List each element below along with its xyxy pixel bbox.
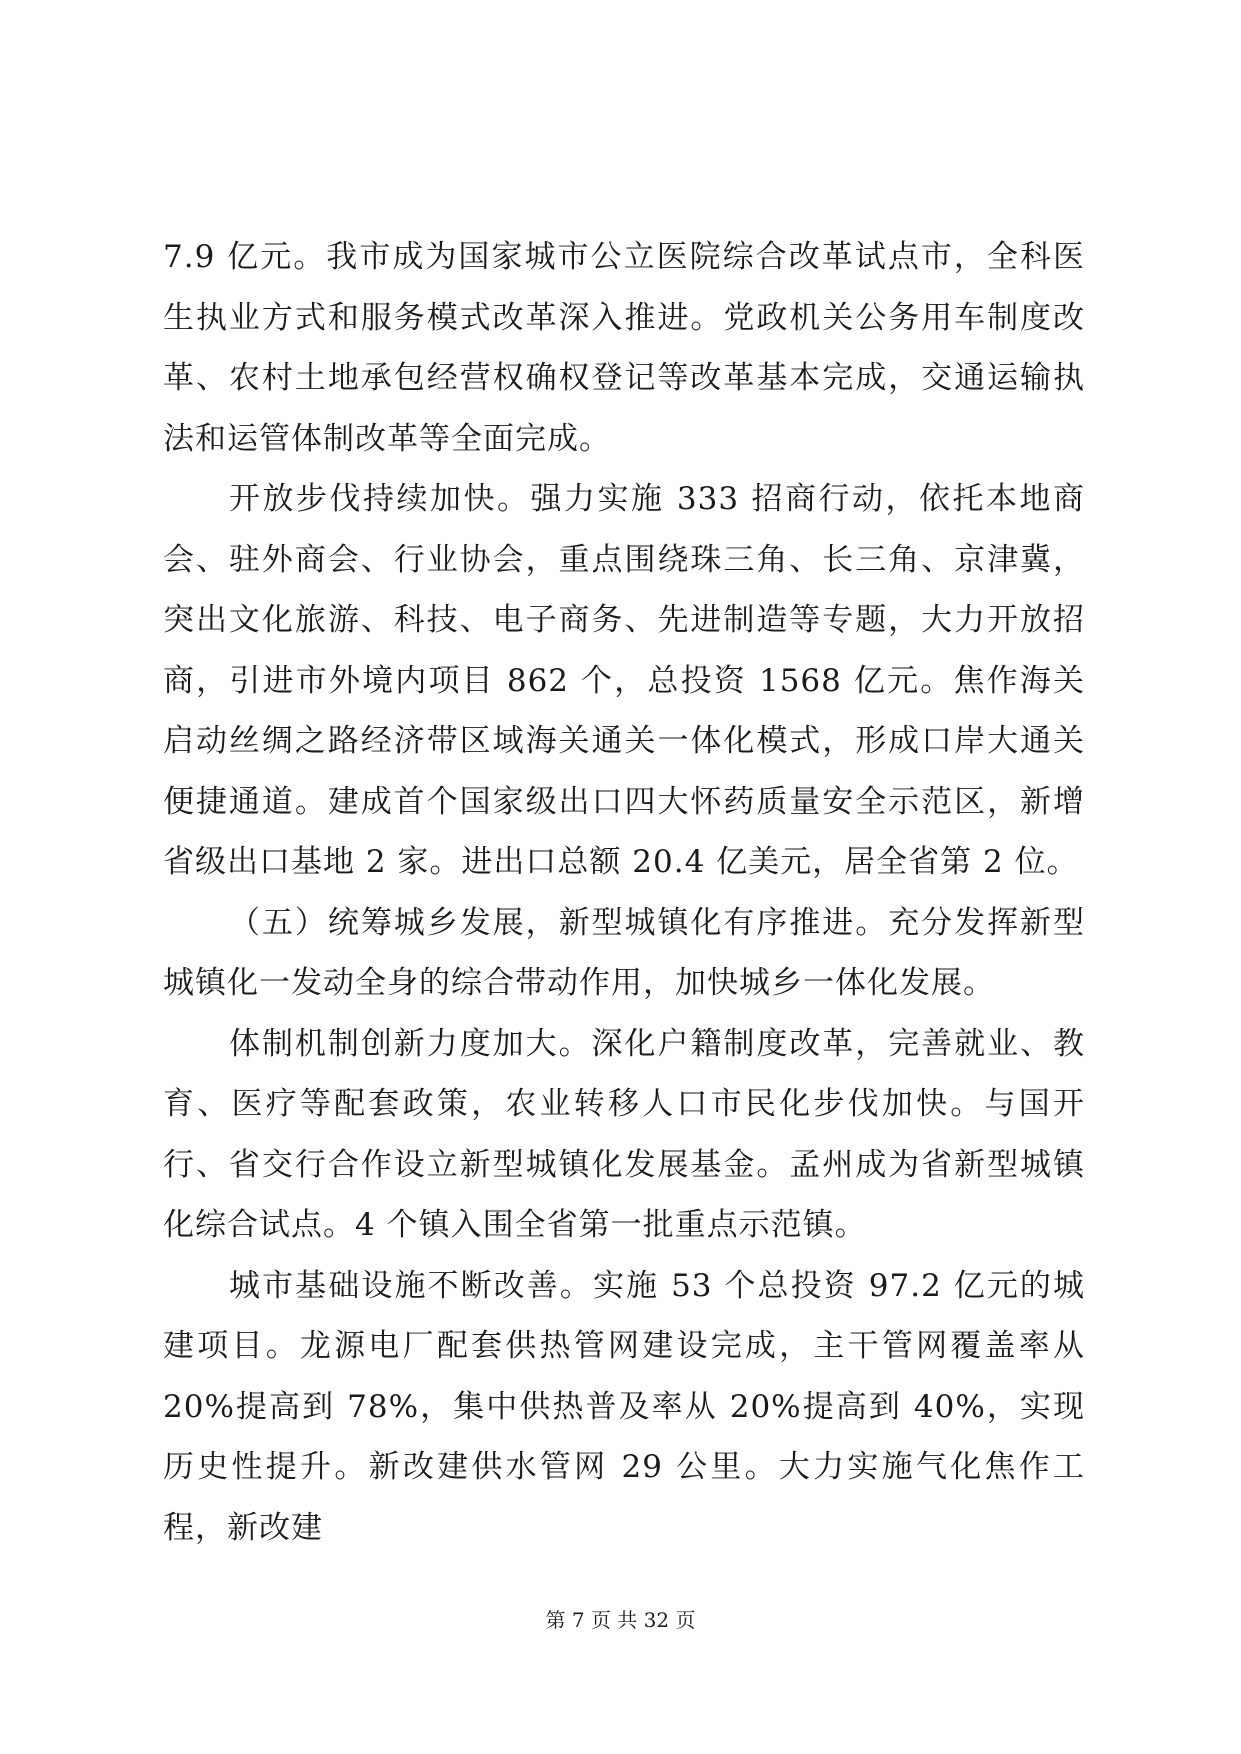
paragraph-institutional-innovation: 体制机制创新力度加大。深化户籍制度改革，完善就业、教育、医疗等配套政策，农业转移人口市民化步伐加快。与国开行、省交行合作设立新型城镇化发展基金。孟州成为省新型城镇化综合试点。4 个镇入围全省第一批重点示范镇。 xyxy=(163,1025,1085,1243)
section-heading-five: （五）统筹城乡发展，新型城镇化有序推进。充分发挥新型城镇化一发动全身的综合带动作用，加快城乡一体化发展。 xyxy=(163,904,1085,1001)
paragraph-continuation: 7.9 亿元。我市成为国家城市公立医院综合改革试点市，全科医生执业方式和服务模式改革深入推进。党政机关公务用车制度改革、农村土地承包经营权确权登记等改革基本完成，交通运输执法和运管体制改革等全面完成。 xyxy=(163,239,1085,457)
paragraph-urban-infrastructure: 城市基础设施不断改善。实施 53 个总投资 97.2 亿元的城建项目。龙源电厂配套供热管网建设完成，主干管网覆盖率从 20%提高到 78%，集中供热普及率从 20%提高到 40%，实现历史性提升。新改建供水管网 29 公里。大力实施气化焦作工程，新改建 xyxy=(163,1267,1085,1546)
document-body xyxy=(163,227,1085,1558)
paragraph-opening-up: 开放步伐持续加快。强力实施 333 招商行动，依托本地商会、驻外商会、行业协会，重点围绕珠三角、长三角、京津冀，突出文化旅游、科技、电子商务、先进制造等专题，大力开放招商，引进市外境内项目 862 个，总投资 1568 亿元。焦作海关启动丝绸之路经济带区域海关通关一体化模式，形成口岸大通关便捷通道。建成首个国家级出口四大怀药质量安全示范区，新增省级出口基地 2 家。进出口总额 20.4 亿美元，居全省第 2 位。 xyxy=(163,481,1085,880)
page-number-footer: 第 7 页 共 32 页 xyxy=(545,1608,696,1632)
